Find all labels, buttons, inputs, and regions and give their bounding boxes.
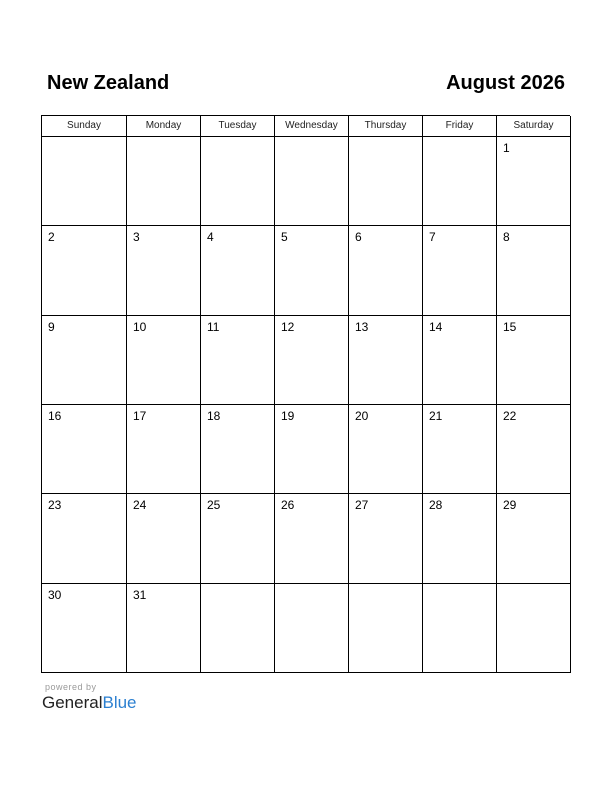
weekday-header-tuesday: Tuesday <box>201 116 275 137</box>
day-cell: 4 <box>201 226 275 315</box>
weekday-header-friday: Friday <box>423 116 497 137</box>
day-cell: 2 <box>42 226 127 315</box>
day-cell <box>349 584 423 673</box>
day-cell: 22 <box>497 405 571 494</box>
day-cell <box>201 584 275 673</box>
day-cell <box>275 584 349 673</box>
brand-name-blue: Blue <box>102 693 137 712</box>
calendar-grid <box>41 115 570 673</box>
day-cell: 16 <box>42 405 127 494</box>
day-cell: 18 <box>201 405 275 494</box>
page-title-month: August 2026 <box>446 72 565 94</box>
footer-branding <box>42 682 137 713</box>
day-cell: 23 <box>42 494 127 583</box>
powered-by-label: powered by <box>45 682 97 692</box>
day-cell: 14 <box>423 316 497 405</box>
brand-logo[interactable] <box>42 693 137 713</box>
weekday-header-monday: Monday <box>127 116 201 137</box>
day-cell: 17 <box>127 405 201 494</box>
day-cell: 28 <box>423 494 497 583</box>
page-title-country: New Zealand <box>47 72 170 94</box>
day-cell: 20 <box>349 405 423 494</box>
weekday-header-thursday: Thursday <box>349 116 423 137</box>
day-cell: 15 <box>497 316 571 405</box>
day-cell: 25 <box>201 494 275 583</box>
weekday-header-saturday: Saturday <box>497 116 571 137</box>
weekday-header-wednesday: Wednesday <box>275 116 349 137</box>
day-cell: 3 <box>127 226 201 315</box>
day-cell <box>423 137 497 226</box>
day-cell <box>42 137 127 226</box>
day-cell: 13 <box>349 316 423 405</box>
day-cell: 7 <box>423 226 497 315</box>
day-cell <box>349 137 423 226</box>
day-cell: 19 <box>275 405 349 494</box>
day-cell: 12 <box>275 316 349 405</box>
day-cell: 11 <box>201 316 275 405</box>
day-cell: 27 <box>349 494 423 583</box>
day-cell: 10 <box>127 316 201 405</box>
brand-name-general: General <box>42 693 103 712</box>
day-cell: 5 <box>275 226 349 315</box>
day-cell <box>201 137 275 226</box>
day-cell <box>275 137 349 226</box>
day-cell: 6 <box>349 226 423 315</box>
day-cell <box>497 584 571 673</box>
day-cell <box>423 584 497 673</box>
weekday-header-sunday: Sunday <box>42 116 127 137</box>
day-cell: 29 <box>497 494 571 583</box>
day-cell <box>127 137 201 226</box>
day-cell: 31 <box>127 584 201 673</box>
day-cell: 1 <box>497 137 571 226</box>
day-cell: 8 <box>497 226 571 315</box>
day-cell: 21 <box>423 405 497 494</box>
day-cell: 26 <box>275 494 349 583</box>
day-cell: 30 <box>42 584 127 673</box>
day-cell: 24 <box>127 494 201 583</box>
day-cell: 9 <box>42 316 127 405</box>
